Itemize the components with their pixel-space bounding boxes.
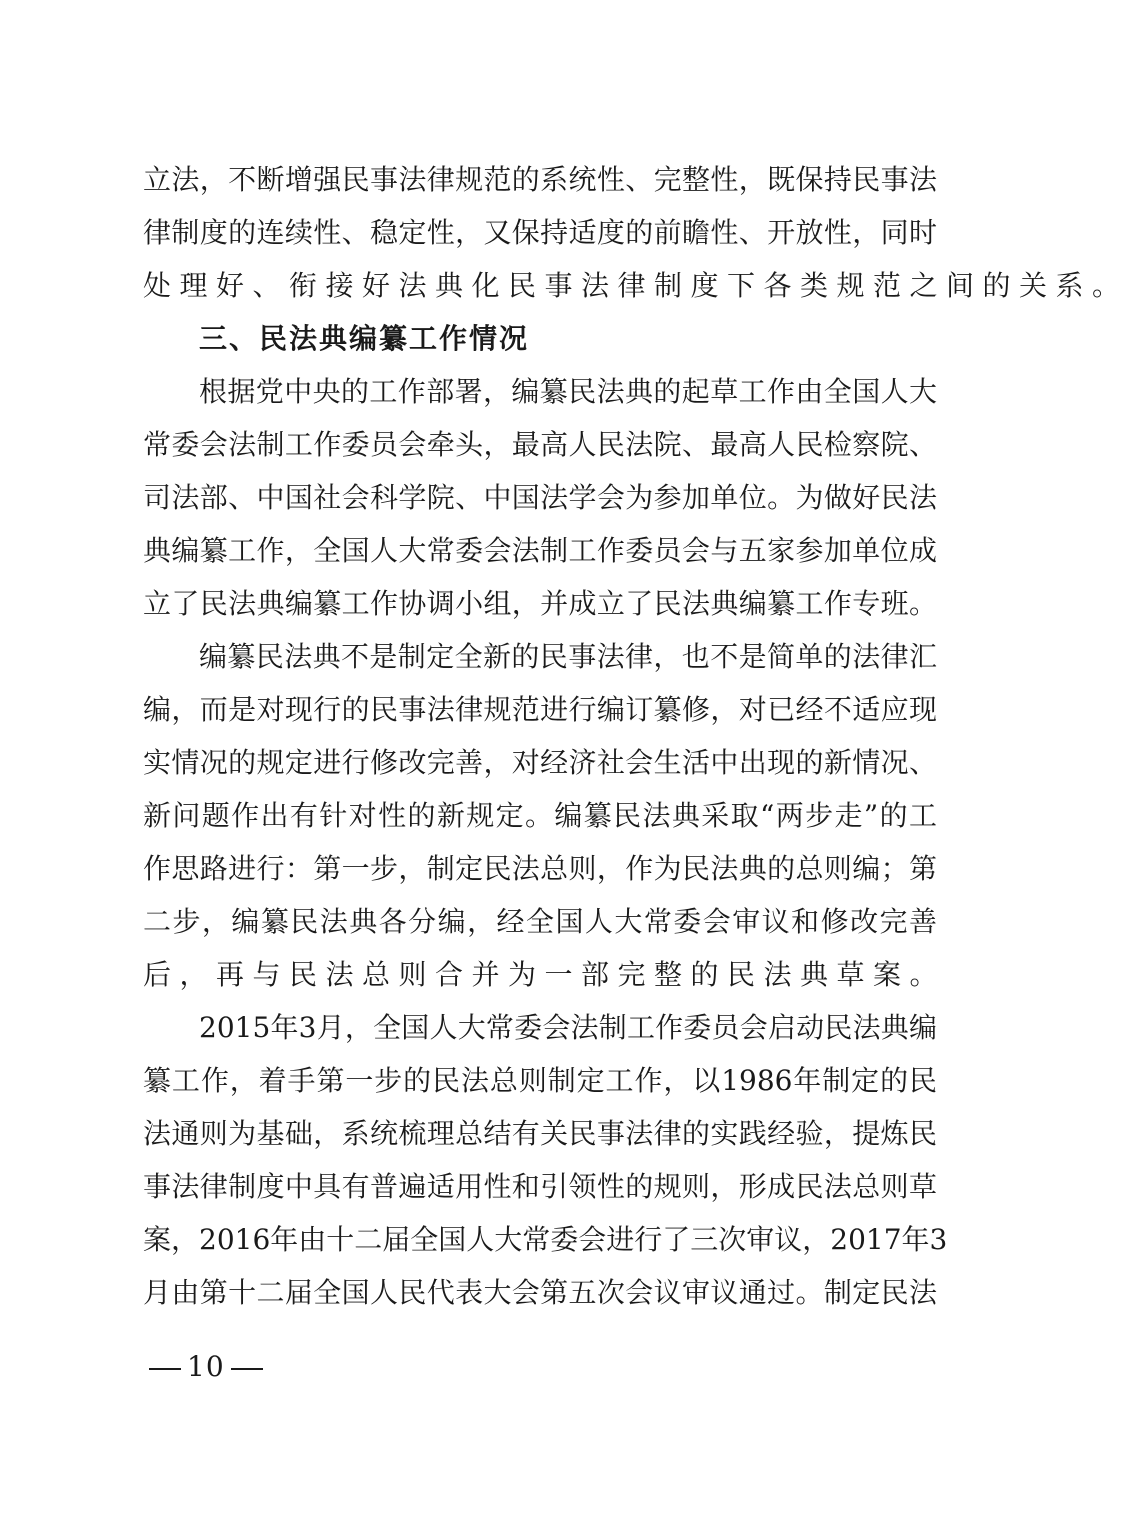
paragraph-line: 编，而是对现行的民事法律规范进行编订纂修，对已经不适应现 — [143, 693, 937, 726]
page-footer — [143, 1345, 269, 1389]
paragraph-line: 实情况的规定进行修改完善，对经济社会生活中出现的新情况、 — [143, 746, 937, 779]
paragraph-line: 立法，不断增强民事法律规范的系统性、完整性，既保持民事法 — [143, 163, 937, 196]
paragraph-line: 立了民法典编纂工作协调小组，并成立了民法典编纂工作专班。 — [143, 587, 937, 620]
paragraph-line: 新问题作出有针对性的新规定。编纂民法典采取“两步走”的工 — [143, 799, 937, 832]
page-number: 10 — [187, 1350, 225, 1383]
paragraph-line: 处理好、衔接好法典化民事法律制度下各类规范之间的关系。 — [143, 269, 1129, 302]
footer-dash-left — [149, 1368, 181, 1370]
paragraph-line: 纂工作，着手第一步的民法总则制定工作，以1986年制定的民 — [143, 1064, 937, 1097]
paragraph-line: 后，再与民法总则合并为一部完整的民法典草案。 — [143, 958, 947, 991]
paragraph-line: 作思路进行：第一步，制定民法总则，作为民法典的总则编；第 — [143, 852, 937, 885]
paragraph-line: 根据党中央的工作部署，编纂民法典的起草工作由全国人大 — [199, 375, 937, 408]
paragraph-line: 司法部、中国社会科学院、中国法学会为参加单位。为做好民法 — [143, 481, 937, 514]
section-heading: 三、民法典编纂工作情况 — [199, 322, 530, 355]
paragraph-line: 二步，编纂民法典各分编，经全国人大常委会审议和修改完善 — [143, 905, 937, 938]
paragraph-line: 2015年3月，全国人大常委会法制工作委员会启动民法典编 — [199, 1011, 937, 1044]
paragraph-line: 常委会法制工作委员会牵头，最高人民法院、最高人民检察院、 — [143, 428, 937, 461]
footer-dash-right — [231, 1368, 263, 1370]
paragraph-line: 法通则为基础，系统梳理总结有关民事法律的实践经验，提炼民 — [143, 1117, 937, 1150]
paragraph-line: 律制度的连续性、稳定性，又保持适度的前瞻性、开放性，同时 — [143, 216, 937, 249]
paragraph-line: 月由第十二届全国人民代表大会第五次会议审议通过。制定民法 — [143, 1276, 937, 1309]
paragraph-line: 编纂民法典不是制定全新的民事法律，也不是简单的法律汇 — [199, 640, 937, 673]
paragraph-line: 案，2016年由十二届全国人大常委会进行了三次审议，2017年3 — [143, 1223, 948, 1256]
paragraph-line: 典编纂工作，全国人大常委会法制工作委员会与五家参加单位成 — [143, 534, 937, 567]
paragraph-line: 事法律制度中具有普遍适用性和引领性的规则，形成民法总则草 — [143, 1170, 937, 1203]
